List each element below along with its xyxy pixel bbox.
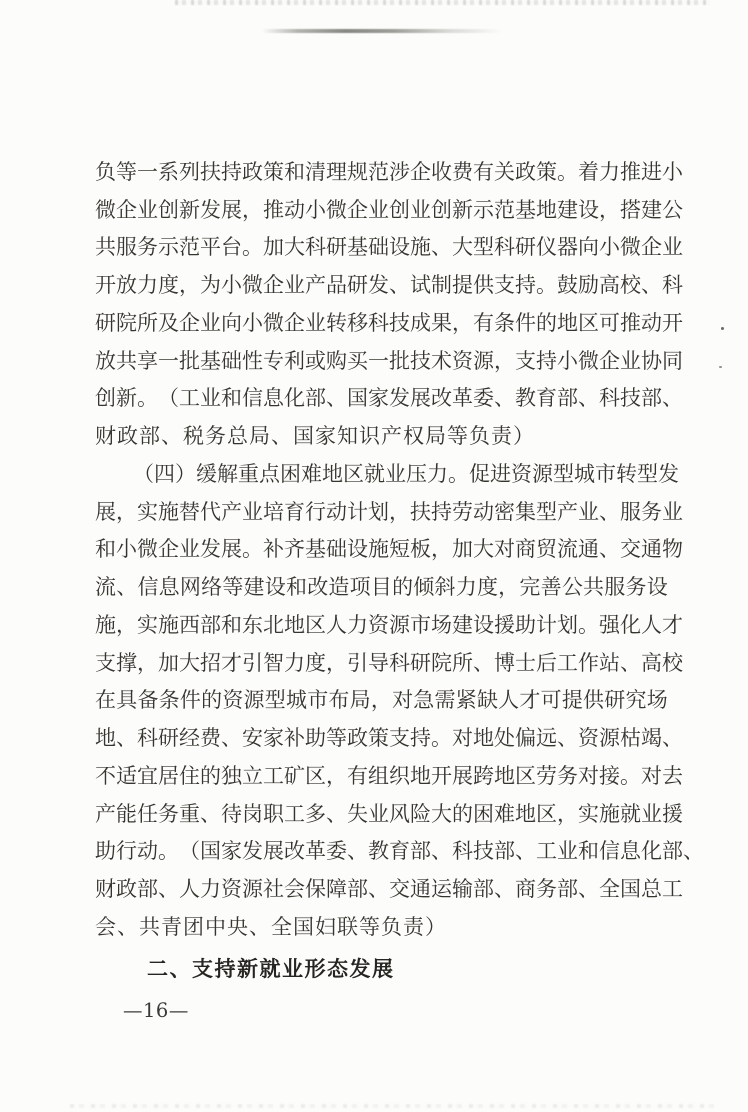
text-line: 研 院 所 及 企 业 向 小 微 企 业 转 移 科 技 成 果 ， 有 条 件 的 地 区 可 推 动 开: [95, 310, 683, 335]
text-line: 地 、 科 研 经 费 、 安 家 补 助 等 政 策 支 持 。 对 地 处 偏 远 、 资 源 枯 竭 、: [95, 726, 683, 751]
scan-dot-artifact: [719, 366, 722, 368]
scan-streak-artifact: [262, 29, 502, 33]
text-line: 不 适 宜 居 住 的 独 立 工 矿 区 ， 有 组 织 地 开 展 跨 地 区 劳 务 对 接 。 对 去: [95, 763, 683, 788]
text-line: 流 、 信 息 网 络 等 建 设 和 改 造 项 目 的 倾 斜 力 度 ， 完 善 公 共 服 务 设: [95, 575, 668, 600]
section-heading: 二、支持新就业形态发展: [147, 956, 395, 981]
text-line: 施 ， 实 施 西 部 和 东 北 地 区 人 力 资 源 市 场 建 设 援 助 计 划 。 强 化 人 才: [95, 612, 683, 637]
text-line: 财政部、税务总局、国家知识产权局等负责）: [95, 424, 535, 449]
scan-dot-artifact: [721, 327, 724, 330]
text-line: 产 能 任 务 重 、 待 岗 职 工 多 、 失 业 风 险 大 的 困 难 地 区 ， 实 施 就 业 援: [95, 801, 683, 826]
text-line: 和 小 微 企 业 发 展 。 补 齐 基 础 设 施 短 板 ， 加 大 对 商 贸 流 通 、 交 通 物: [95, 537, 683, 562]
text-line: 会、共青团中央、全国妇联等负责）: [95, 914, 447, 939]
scan-smudge-bottom-artifact: [70, 1104, 715, 1108]
text-line: 共 服 务 示 范 平 台 。 加 大 科 研 基 础 设 施 、 大 型 科 研 仪 器 向 小 微 企 业: [95, 235, 683, 260]
text-line: 展 ， 实 施 替 代 产 业 培 育 行 动 计 划 ， 扶 持 劳 动 密 集 型 产 业 、 服 务 业: [95, 499, 683, 524]
scan-smudge-top-artifact: [175, 0, 710, 5]
text-line: 助 行 动 。 （ 国 家 发 展 改 革 委 、 教 育 部 、 科 技 部 、 工 业 和 信 息 化 部 、: [95, 839, 704, 864]
text-line: 财 政 部 、 人 力 资 源 社 会 保 障 部 、 交 通 运 输 部 、 商 务 部 、 全 国 总 工: [95, 877, 683, 902]
text-line-paragraph-start: （ 四 ） 缓 解 重 点 困 难 地 区 就 业 压 力 。 促 进 资 源 型 城 市 转 型 发: [133, 461, 679, 486]
document-body: [95, 152, 704, 988]
text-line: 放 共 享 一 批 基 础 性 专 利 或 购 买 一 批 技 术 资 源 ， 支 持 小 微 企 业 协 同: [95, 348, 683, 373]
text-line: 开 放 力 度 ， 为 小 微 企 业 产 品 研 发 、 试 制 提 供 支 持 。 鼓 励 高 校 、 科: [95, 273, 683, 298]
text-line: 微 企 业 创 新 发 展 ， 推 动 小 微 企 业 创 业 创 新 示 范 基 地 建 设 ， 搭 建 公: [95, 197, 683, 222]
page-number: —16—: [123, 999, 189, 1022]
text-line: 负 等 一 系 列 扶 持 政 策 和 清 理 规 范 涉 企 收 费 有 关 政 策 。 着 力 推 进 小: [95, 159, 683, 184]
text-line: 创 新 。 （ 工 业 和 信 息 化 部 、 国 家 发 展 改 革 委 、 教 育 部 、 科 技 部 、: [95, 386, 683, 411]
text-line: 支 撑 ， 加 大 招 才 引 智 力 度 ， 引 导 科 研 院 所 、 博 士 后 工 作 站 、 高 校: [95, 650, 683, 675]
text-line: 在 具 备 条 件 的 资 源 型 城 市 布 局 ， 对 急 需 紧 缺 人 才 可 提 供 研 究 场: [95, 688, 668, 713]
